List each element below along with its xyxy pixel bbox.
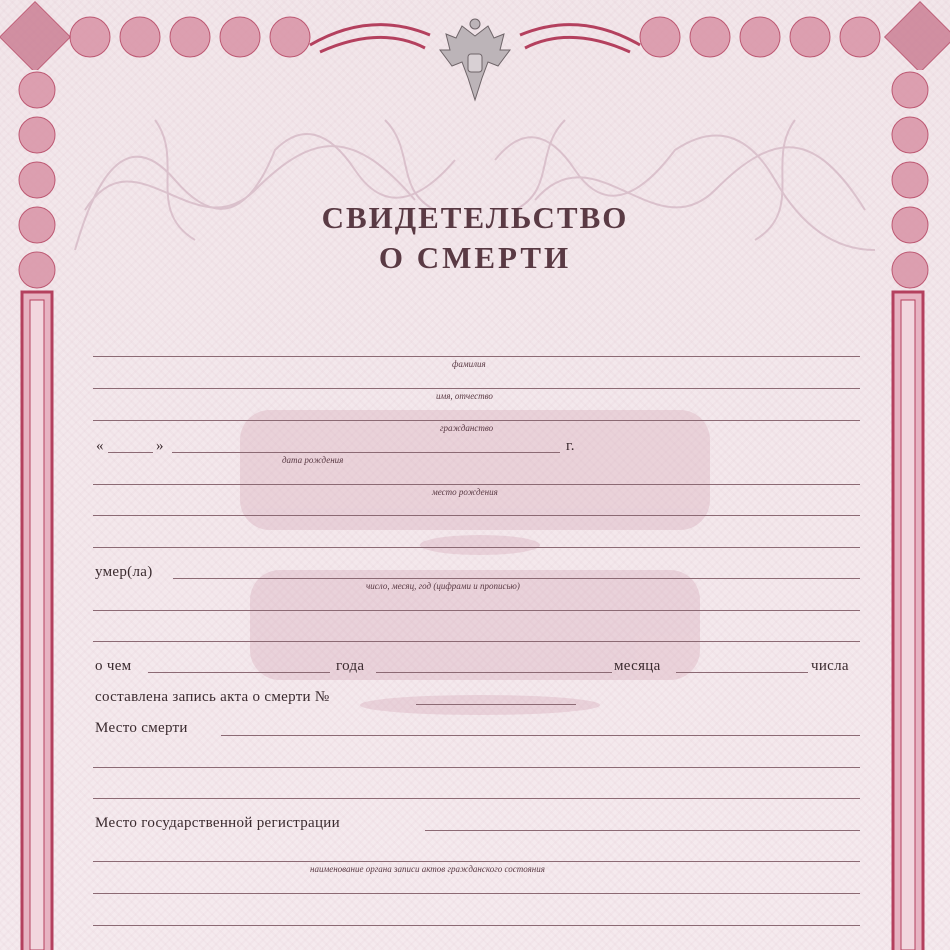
death-date-field[interactable] [173,578,860,579]
quote-open: « [96,438,104,454]
registration-place-label: Место государственной регистрации [95,815,340,831]
blank-line[interactable] [93,547,860,548]
citizenship-caption: гражданство [440,423,494,433]
death-date-caption: число, месяц, год (цифрами и прописью) [366,581,520,591]
double-headed-eagle-icon [432,16,518,106]
record-month-field[interactable] [676,672,808,673]
record-made-label: составлена запись акта о смерти № [95,689,330,705]
birth-place-caption: место рождения [432,487,498,497]
place-of-death-field[interactable] [221,735,860,736]
registry-office-line-2[interactable] [93,893,860,894]
birth-date-caption: дата рождения [282,455,344,465]
about-which-label: о чем [95,658,132,674]
died-label: умер(ла) [95,564,153,580]
death-date-line-3[interactable] [93,641,860,642]
title-line-2: О СМЕРТИ [378,240,572,275]
title-line-1: СВИДЕТЕЛЬСТВО [321,200,629,235]
record-number-field[interactable] [416,704,576,705]
surname-field[interactable] [93,356,860,357]
birth-place-line-2[interactable] [93,515,860,516]
left-border [10,60,60,950]
registry-office-caption: наименование органа записи актов гражданского состояния [310,864,545,874]
day-word-label: числа [811,658,849,674]
birth-date-field[interactable] [172,452,560,453]
registry-office-line-3[interactable] [93,925,860,926]
quote-close: » [156,438,164,454]
place-of-death-label: Место смерти [95,720,188,736]
month-word-label: месяца [614,658,661,674]
registration-place-field[interactable] [425,830,860,831]
year-word-label: года [336,658,365,674]
name-patronymic-caption: имя, отчество [436,391,493,401]
name-patronymic-field[interactable] [93,388,860,389]
record-day-field[interactable] [148,672,330,673]
registry-office-field[interactable] [93,861,860,862]
place-of-death-line-2[interactable] [93,767,860,768]
birth-day-field[interactable] [108,452,153,453]
citizenship-field[interactable] [93,420,860,421]
surname-caption: фамилия [452,359,486,369]
right-border [885,60,935,950]
year-suffix: г. [566,438,575,454]
place-of-death-line-3[interactable] [93,798,860,799]
record-year-field[interactable] [376,672,612,673]
death-date-line-2[interactable] [93,610,860,611]
birth-place-field[interactable] [93,484,860,485]
